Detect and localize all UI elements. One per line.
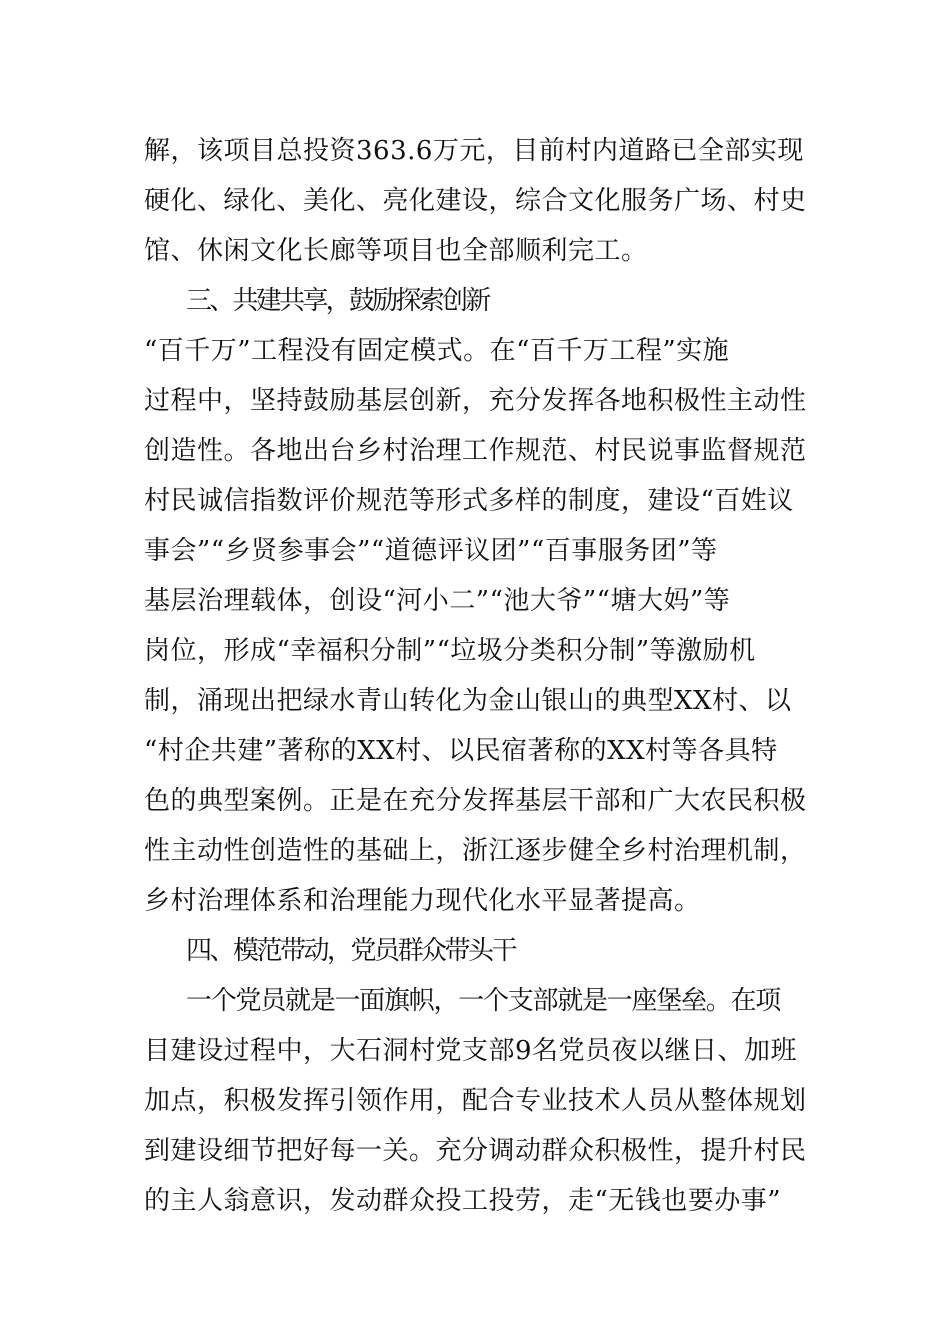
paragraph-line: 乡村治理体系和治理能力现代化水平显著提高。 [144, 886, 701, 916]
paragraph-line: 村民诚信指数评价规范等形式多样的制度，建设“百姓议 [144, 486, 794, 516]
paragraph-line: 性主动性创造性的基础上，浙江逐步健全乡村治理机制， [144, 836, 807, 866]
paragraph-line: 色的典型案例。正是在充分发挥基层干部和广大农民积极 [144, 786, 807, 816]
paragraph-line: 制，涌现出把绿水青山转化为金山银山的典型XX村、以 [144, 686, 792, 716]
paragraph-line: “村企共建”著称的XX村、以民宿著称的XX村等各具特 [144, 736, 778, 766]
section-heading: 四、模范带动，党员群众带头干 [186, 936, 516, 966]
paragraph-line: “百千万”工程没有固定模式。在“百千万工程”实施 [144, 336, 730, 366]
paragraph-line: 一个党员就是一面旗帜，一个支部就是一座堡垒。在项 [186, 986, 781, 1016]
paragraph-line: 目建设过程中，大石洞村党支部9名党员夜以继日、加班 [144, 1036, 798, 1066]
paragraph-line: 事会”“乡贤参事会”“道德评议团”“百事服务团”等 [144, 536, 718, 566]
paragraph-line: 岗位，形成“幸福积分制”“垃圾分类积分制”等激励机 [144, 636, 756, 666]
paragraph-line: 硬化、绿化、美化、亮化建设，综合文化服务广场、村史 [144, 186, 807, 216]
paragraph-line: 过程中，坚持鼓励基层创新，充分发挥各地积极性主动性 [144, 386, 807, 416]
paragraph-line: 的主人翁意识，发动群众投工投劳，走“无钱也要办事” [144, 1186, 782, 1216]
paragraph-line: 加点，积极发挥引领作用，配合专业技术人员从整体规划 [144, 1086, 807, 1116]
paragraph-line: 创造性。各地出台乡村治理工作规范、村民说事监督规范 [144, 436, 807, 466]
paragraph-line: 基层治理载体，创设“河小二”“池大爷”“塘大妈”等 [144, 586, 731, 616]
paragraph-line: 到建设细节把好每一关。充分调动群众积极性，提升村民 [144, 1136, 807, 1166]
paragraph-line: 馆、休闲文化长廊等项目也全部顺利完工。 [144, 236, 648, 266]
section-heading: 三、共建共享，鼓励探索创新 [186, 286, 489, 316]
paragraph-line: 解，该项目总投资363.6万元，目前村内道路已全部实现 [144, 136, 804, 166]
